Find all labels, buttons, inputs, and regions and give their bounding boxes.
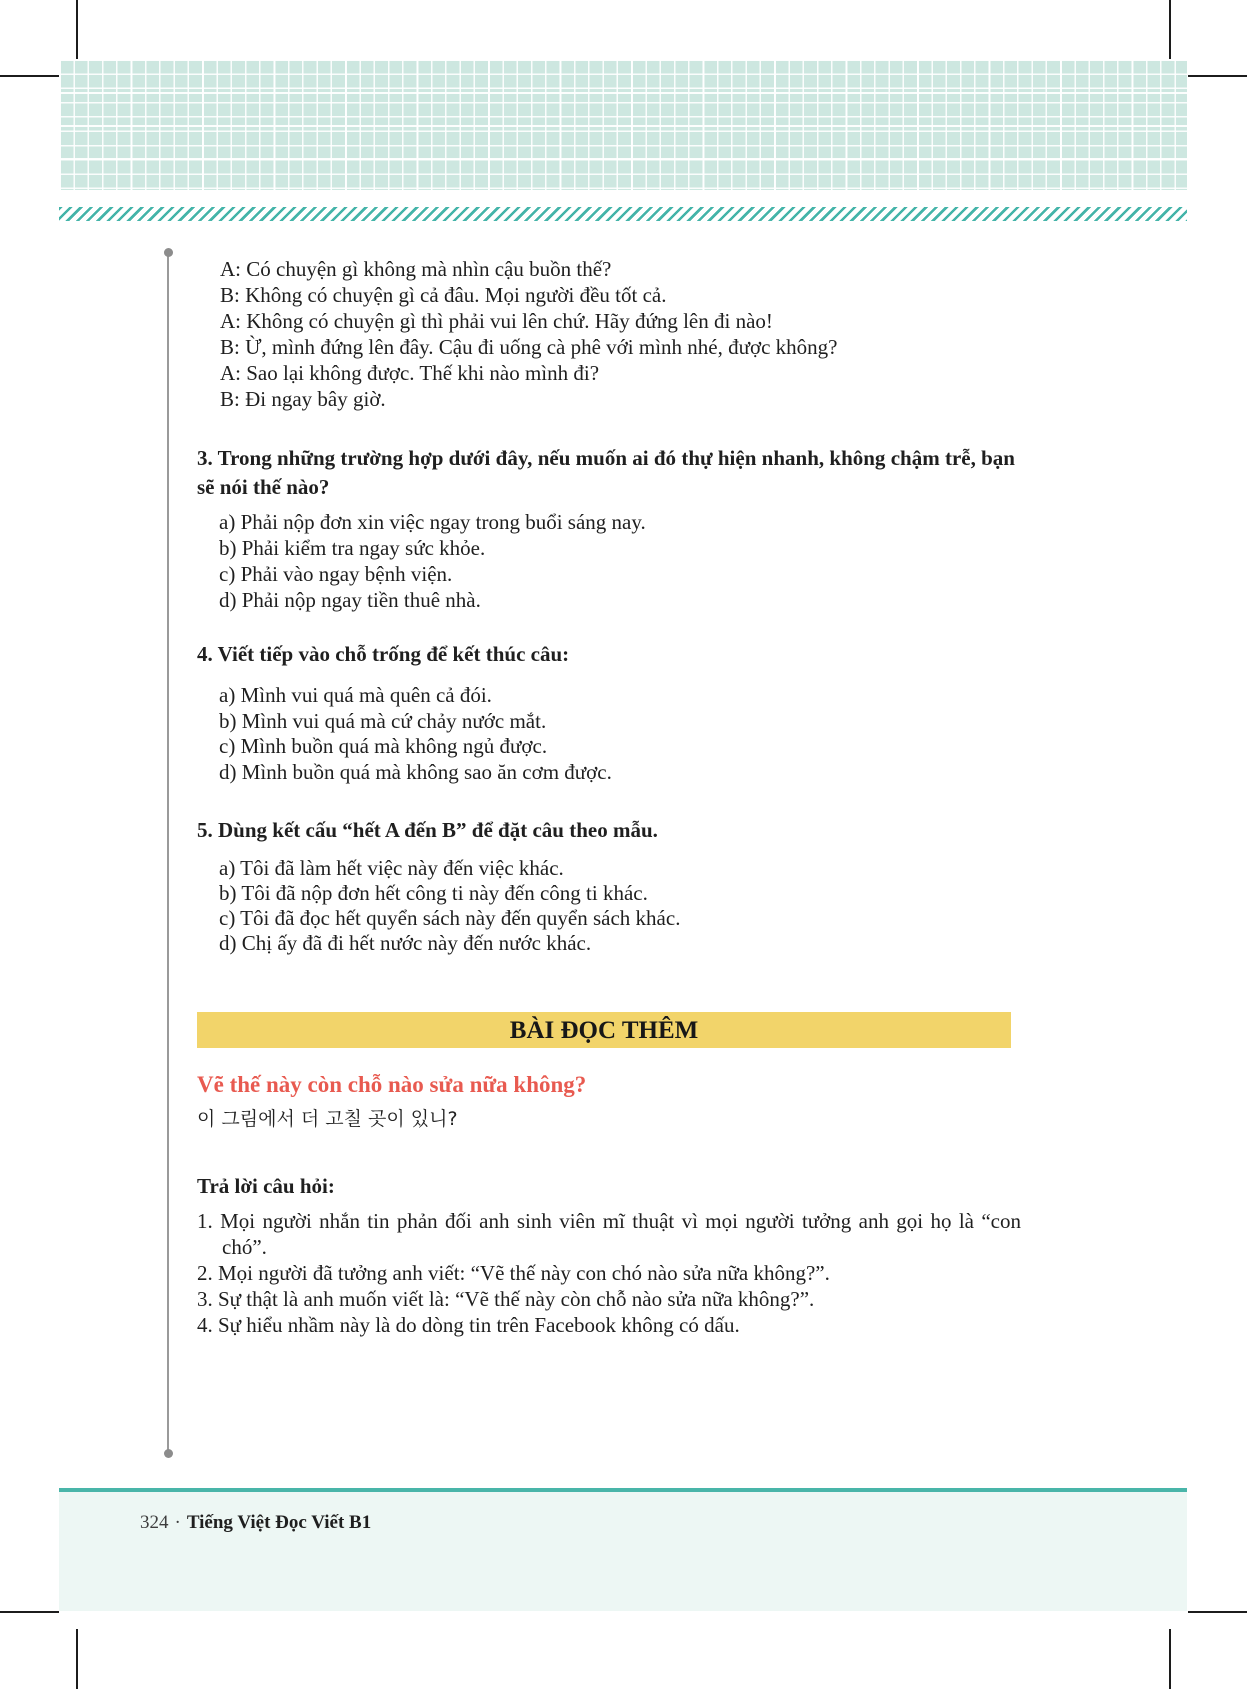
crop-mark-bottom-left-horizontal: [0, 1611, 59, 1613]
exercise-4-heading: 4. Viết tiếp vào chỗ trống để kết thúc câu:: [197, 642, 570, 666]
exercise-item: c) Tôi đã đọc hết quyển sách này đến quyển sách khác.: [219, 906, 681, 930]
answer-item: 2. Mọi người đã tưởng anh viết: “Vẽ thế này con chó nào sửa nữa không?”.: [197, 1261, 830, 1285]
exercise-item: a) Mình vui quá mà quên cả đói.: [219, 683, 492, 707]
answer-item: 3. Sự thật là anh muốn viết là: “Vẽ thế này còn chỗ nào sửa nữa không?”.: [197, 1287, 815, 1311]
page-number: 324: [140, 1512, 169, 1533]
dialogue-line: B: Đi ngay bây giờ.: [220, 387, 386, 411]
exercise-3-heading: 3. Trong những trường hợp dưới đây, nếu muốn ai đó thự hiện nhanh, không chậm trễ, bạn sẽ nói thế nào?: [197, 446, 1015, 499]
section-banner-label: BÀI ĐỌC THÊM: [509, 1017, 699, 1044]
answers-heading: Trả lời câu hỏi:: [197, 1174, 335, 1198]
dialogue-line: A: Không có chuyện gì thì phải vui lên chứ. Hãy đứng lên đi nào!: [220, 309, 773, 333]
exercise-item: d) Phải nộp ngay tiền thuê nhà.: [219, 588, 481, 612]
section-banner: [197, 1012, 1011, 1048]
crop-mark-bottom-right-vertical: [1169, 1629, 1171, 1689]
crop-mark-bottom-right-horizontal: [1188, 1611, 1247, 1613]
exercise-item: d) Chị ấy đã đi hết nước này đến nước khác.: [219, 931, 592, 955]
exercise-5-heading: 5. Dùng kết cấu “hết A đến B” để đặt câu theo mẫu.: [197, 818, 658, 842]
dialogue-line: A: Sao lại không được. Thế khi nào mình đi?: [220, 361, 600, 385]
reading-subtitle-korean: 이 그림에서 더 고칠 곳이 있니?: [197, 1108, 458, 1130]
exercise-4-items: [219, 683, 1019, 785]
exercise-3-items: [219, 509, 1019, 613]
exercise-item: d) Mình buồn quá mà không sao ăn cơm được.: [219, 759, 612, 784]
exercise-item: b) Tôi đã nộp đơn hết công ti này đến công ti khác.: [219, 881, 648, 905]
header-hatch-ribbon: [59, 207, 1187, 221]
crop-mark-left-horizontal: [0, 75, 59, 77]
header-grid-band: [59, 59, 1187, 190]
margin-rule: [167, 252, 169, 1453]
dialogue-block: [220, 256, 1030, 412]
crop-mark-bottom-left-vertical: [76, 1629, 78, 1689]
crop-mark-right-horizontal: [1188, 75, 1247, 77]
exercise-5-items: [219, 856, 1019, 956]
answer-item: 4. Sự hiểu nhầm này là do dòng tin trên Facebook không có dấu.: [197, 1313, 740, 1337]
book-title: Tiếng Việt Đọc Viết B1: [186, 1512, 372, 1533]
dialogue-line: A: Có chuyện gì không mà nhìn cậu buồn thế?: [220, 257, 612, 281]
dialogue-line: B: Ừ, mình đứng lên đây. Cậu đi uống cà phê với mình nhé, được không?: [220, 335, 838, 359]
margin-rule-bottom-dot: [164, 1449, 173, 1458]
footer-band: [59, 1492, 1187, 1611]
exercise-item: c) Phải vào ngay bệnh viện.: [219, 562, 453, 586]
exercise-item: a) Tôi đã làm hết việc này đến việc khác.: [219, 856, 564, 880]
footer-separator: ·: [174, 1512, 181, 1533]
exercise-item: b) Phải kiểm tra ngay sức khỏe.: [219, 536, 486, 560]
crop-mark-top-right-vertical: [1169, 0, 1171, 59]
margin-rule-top-dot: [164, 248, 173, 257]
exercise-item: b) Mình vui quá mà cứ chảy nước mắt.: [219, 708, 547, 733]
exercise-item: c) Mình buồn quá mà không ngủ được.: [219, 734, 548, 758]
footer-text: [140, 1510, 371, 1536]
crop-mark-top-left-vertical: [76, 0, 78, 59]
answer-item: 1. Mọi người nhắn tin phản đối anh sinh viên mĩ thuật vì mọi người tưởng anh gọi họ là “con chó”.: [197, 1209, 1021, 1259]
dialogue-line: B: Không có chuyện gì cả đâu. Mọi người đều tốt cả.: [220, 283, 667, 307]
exercise-item: a) Phải nộp đơn xin việc ngay trong buổi sáng nay.: [219, 510, 646, 534]
answers-list: [197, 1208, 1021, 1338]
reading-title: Vẽ thế này còn chỗ nào sửa nữa không?: [197, 1072, 587, 1097]
